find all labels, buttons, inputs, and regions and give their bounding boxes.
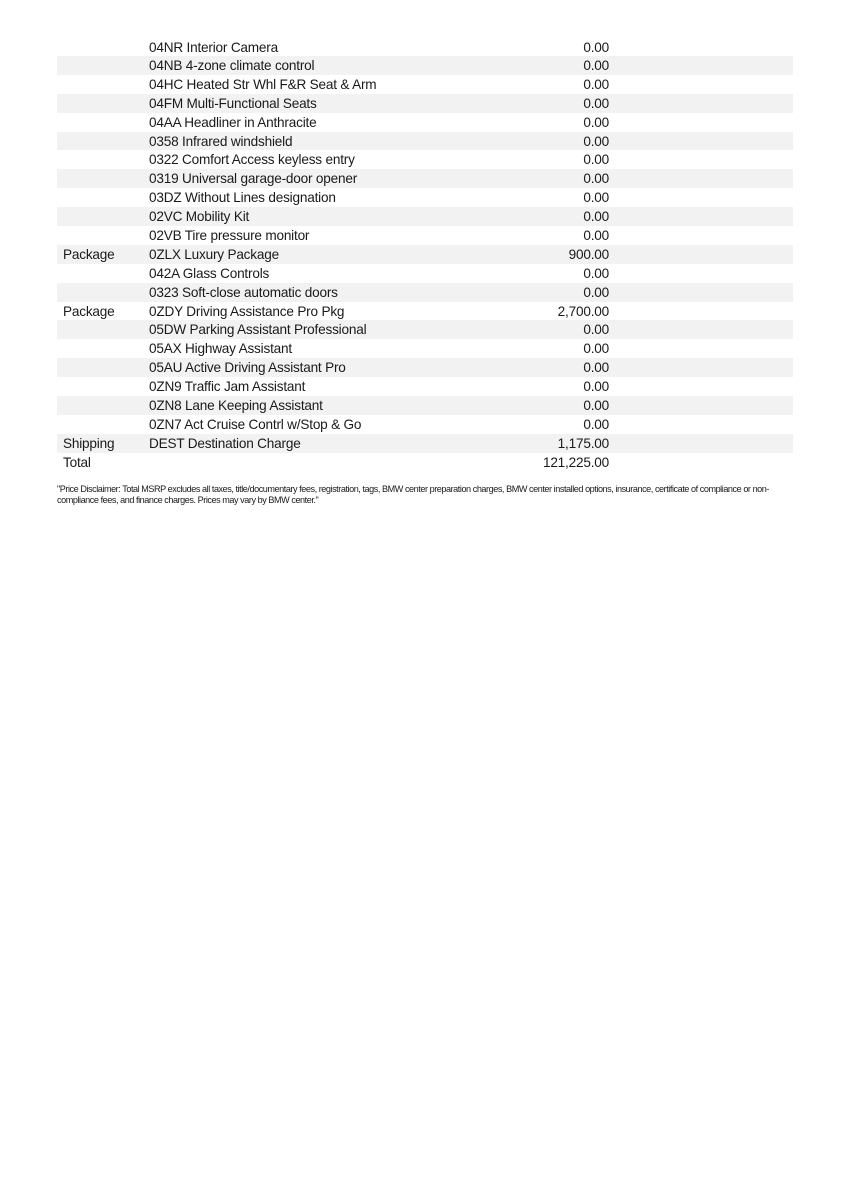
table-row xyxy=(57,150,793,169)
table-row xyxy=(57,320,793,339)
table-row xyxy=(57,339,793,358)
table-row xyxy=(57,75,793,94)
row-category: Package xyxy=(63,246,115,262)
row-price: 0.00 xyxy=(583,114,609,130)
row-price: 0.00 xyxy=(583,209,609,225)
row-description: 02VB Tire pressure monitor xyxy=(149,227,310,243)
table-row xyxy=(57,169,793,188)
row-description: 04AA Headliner in Anthracite xyxy=(149,114,317,130)
row-description: 05AU Active Driving Assistant Pro xyxy=(149,360,346,376)
row-description: 0ZN7 Act Cruise Contrl w/Stop & Go xyxy=(149,416,362,432)
total-label: Total xyxy=(63,454,91,470)
total-row xyxy=(57,453,793,472)
row-price: 0.00 xyxy=(583,416,609,432)
table-row xyxy=(57,415,793,434)
price-disclaimer: "Price Disclaimer: Total MSRP excludes all taxes, title/documentary fees, registration, tags, BMW center preparation charges, BMW center installed options, insurance, certificate of compliance or non-compliance fees, and finance charges. Prices may vary by BMW center." xyxy=(57,484,769,505)
row-price: 0.00 xyxy=(583,171,609,187)
table-row xyxy=(57,94,793,113)
row-description: 0319 Universal garage-door opener xyxy=(149,171,358,187)
row-price: 0.00 xyxy=(583,190,609,206)
row-description: 0ZLX Luxury Package xyxy=(149,246,279,262)
table-row xyxy=(57,113,793,132)
row-description: 0322 Comfort Access keyless entry xyxy=(149,152,355,168)
row-price: 1,175.00 xyxy=(557,435,609,451)
table-row xyxy=(57,283,793,302)
table-row xyxy=(57,245,793,264)
total-price: 121,225.00 xyxy=(542,454,609,470)
row-price: 0.00 xyxy=(583,265,609,281)
row-description: 0ZN9 Traffic Jam Assistant xyxy=(149,379,306,395)
row-description: 0ZDY Driving Assistance Pro Pkg xyxy=(149,303,345,319)
row-price: 0.00 xyxy=(583,40,609,55)
table-row xyxy=(57,207,793,226)
row-price: 0.00 xyxy=(583,360,609,376)
row-price: 0.00 xyxy=(583,284,609,300)
row-description: 0358 Infrared windshield xyxy=(149,133,293,149)
table-row xyxy=(57,302,793,321)
table-row xyxy=(57,188,793,207)
row-price: 900.00 xyxy=(568,246,609,262)
table-row xyxy=(57,377,793,396)
table-row xyxy=(57,358,793,377)
table-row xyxy=(57,226,793,245)
row-category: Package xyxy=(63,303,115,319)
row-price: 0.00 xyxy=(583,397,609,413)
row-price: 0.00 xyxy=(583,76,609,92)
row-description: 05DW Parking Assistant Professional xyxy=(149,322,367,338)
row-price: 0.00 xyxy=(583,133,609,149)
row-description: 04NB 4-zone climate control xyxy=(149,57,315,73)
row-description: 0ZN8 Lane Keeping Assistant xyxy=(149,397,323,413)
row-description: 04NR Interior Camera xyxy=(149,40,278,55)
row-price: 0.00 xyxy=(583,322,609,338)
row-price: 2,700.00 xyxy=(557,303,609,319)
row-description: 042A Glass Controls xyxy=(149,265,270,281)
table-row xyxy=(57,396,793,415)
table-row xyxy=(57,39,793,56)
row-price: 0.00 xyxy=(583,379,609,395)
row-price: 0.00 xyxy=(583,152,609,168)
row-description: 05AX Highway Assistant xyxy=(149,341,292,357)
row-price: 0.00 xyxy=(583,95,609,111)
table-row xyxy=(57,434,793,453)
table-row xyxy=(57,56,793,75)
row-description: 04HC Heated Str Whl F&R Seat & Arm xyxy=(149,76,377,92)
row-description: 02VC Mobility Kit xyxy=(149,209,250,225)
row-price: 0.00 xyxy=(583,227,609,243)
row-description: 0323 Soft-close automatic doors xyxy=(149,284,338,300)
row-description: DEST Destination Charge xyxy=(149,435,301,451)
table-row xyxy=(57,132,793,151)
row-price: 0.00 xyxy=(583,57,609,73)
row-description: 04FM Multi-Functional Seats xyxy=(149,95,317,111)
table-row xyxy=(57,264,793,283)
row-category: Shipping xyxy=(63,435,115,451)
row-description: 03DZ Without Lines designation xyxy=(149,190,336,206)
options-price-table xyxy=(57,39,793,472)
row-price: 0.00 xyxy=(583,341,609,357)
